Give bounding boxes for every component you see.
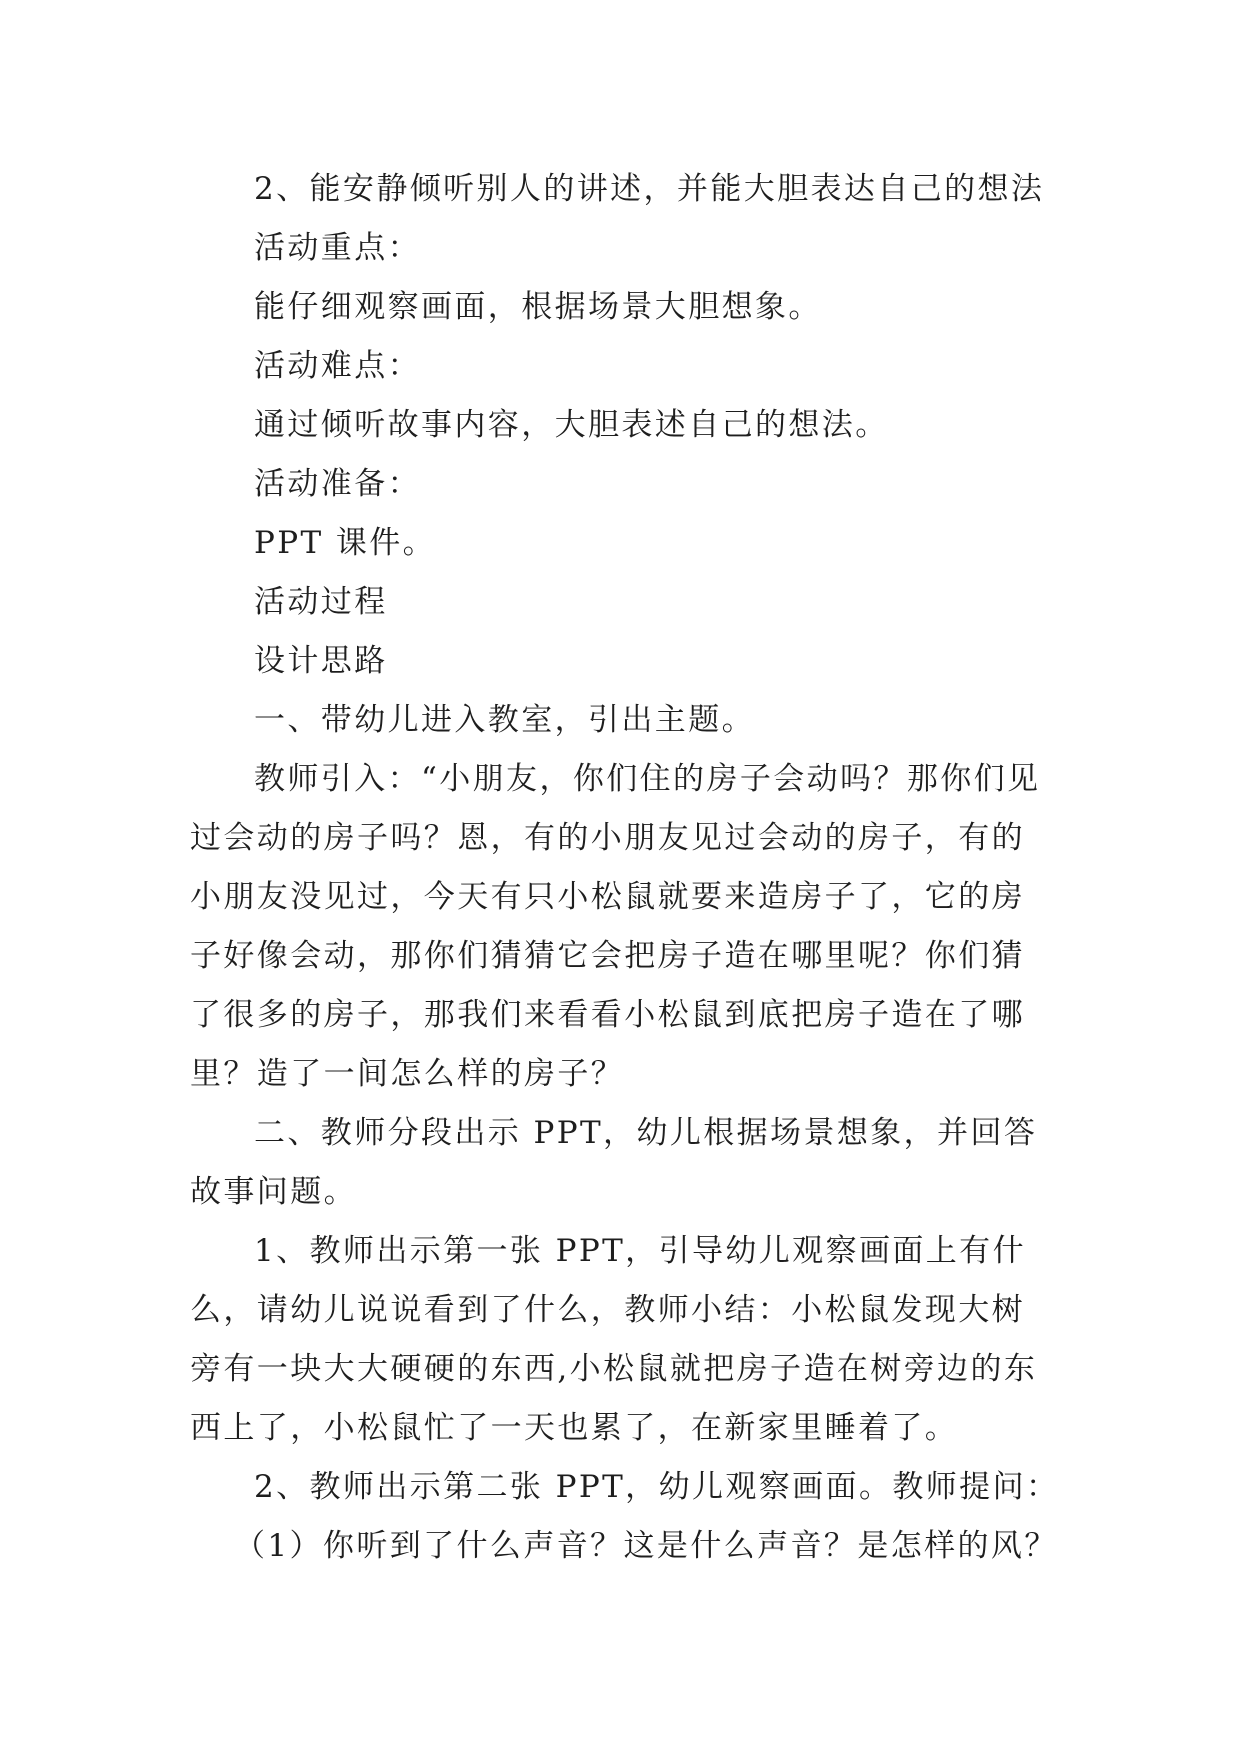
process-heading: 活动过程 xyxy=(254,584,388,620)
difficulty-heading: 活动难点： xyxy=(254,348,421,384)
step-2-heading: 二、教师分段出示 PPT，幼儿根据场景想象，并回答故事问题。 xyxy=(190,1115,1038,1210)
teacher-intro-paragraph: 教师引入：“小朋友，你们住的房子会动吗？那你们见过会动的房子吗？恩，有的小朋友见过会动的房子，有的小朋友没见过，今天有只小松鼠就要来造房子了，它的房子好像会动，那你们猜猜它会把房子造在哪里呢？你们猜了很多的房子，那我们来看看小松鼠到底把房子造在了哪里？造了一间怎么样的房子？ xyxy=(190,761,1041,1092)
key-point-paragraph: 能仔细观察画面，根据场景大胆想象。 xyxy=(254,289,822,325)
key-point-heading: 活动重点： xyxy=(254,230,421,266)
ppt-2-paragraph: 2、教师出示第二张 PPT，幼儿观察画面。教师提问： xyxy=(254,1469,1060,1505)
objective-2-paragraph: 2、能安静倾听别人的讲述，并能大胆表达自己的想法 xyxy=(254,171,1045,207)
ppt-1-paragraph: 1、教师出示第一张 PPT，引导幼儿观察画面上有什么，请幼儿说说看到了什么，教师小结：小松鼠发现大树旁有一块大大硬硬的东西,小松鼠就把房子造在树旁边的东西上了，小松鼠忙了一天也累了，在新家里睡着了。 xyxy=(190,1233,1038,1446)
preparation-heading: 活动准备： xyxy=(254,466,421,502)
question-1-paragraph: （1）你听到了什么声音？这是什么声音？是怎样的风？ xyxy=(234,1528,1058,1564)
preparation-paragraph: PPT 课件。 xyxy=(254,525,437,561)
step-1-heading: 一、带幼儿进入教室，引出主题。 xyxy=(254,702,755,738)
difficulty-paragraph: 通过倾听故事内容，大胆表述自己的想法。 xyxy=(254,407,889,443)
document-body xyxy=(190,160,1060,1576)
design-heading: 设计思路 xyxy=(254,643,388,679)
